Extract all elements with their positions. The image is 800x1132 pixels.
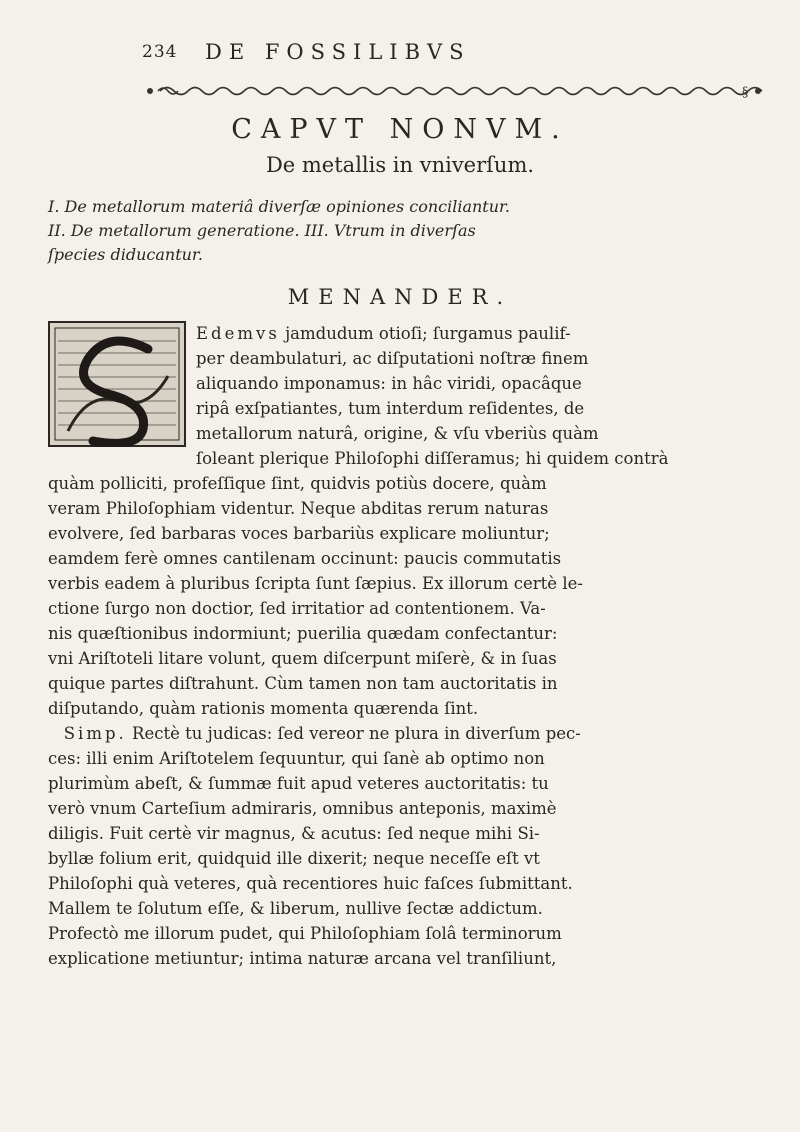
text-line: ctione ſurgo non doctior, ſed irritatior ad contentionem. Va- xyxy=(48,599,546,618)
chapter-summary xyxy=(48,195,728,267)
text-line: diſputando, quàm rationis momenta quærenda ſint. xyxy=(48,699,479,718)
body-text xyxy=(48,321,728,971)
text-line: plurimùm abeſt, & ſummæ fuit apud veteres auctoritatis: tu xyxy=(48,774,549,793)
text-line: verbis eadem à pluribus ſcripta ſunt ſæpius. Ex illorum certè le- xyxy=(48,574,583,593)
page-number: 234 xyxy=(142,42,178,62)
text-line: metallorum naturâ, origine, & vſu vberiùs quàm xyxy=(196,424,599,443)
summary-line: II. De metallorum generatione. III. Vtrum in diverſas xyxy=(48,221,476,240)
text-line: Philoſophi quà veteres, quà recentiores huic faſces ſubmittant. xyxy=(48,874,573,893)
speaker-heading: MENANDER. xyxy=(287,285,513,309)
text-line: veram Philoſophiam videntur. Neque abditas rerum naturas xyxy=(48,499,549,518)
running-head xyxy=(142,40,740,70)
text-line: aliquando imponamus: in hâc viridi, opacâque xyxy=(196,374,582,393)
ornamental-initial-s-icon xyxy=(48,321,186,447)
summary-line: ſpecies diducantur. xyxy=(48,245,203,264)
text-line: byllæ folium erit, quidquid ille dixerit; neque neceſſe eſt vt xyxy=(48,849,540,868)
text-line: quique partes diſtrahunt. Cùm tamen non tam auctoritatis in xyxy=(48,674,558,693)
text-line: ripâ exſpatiantes, tum interdum reſidentes, de xyxy=(196,399,585,418)
text-line: Simp. Rectè tu judicas: ſed vereor ne plura in diverſum pec- xyxy=(63,724,581,743)
summary-line: I. De metallorum materiâ diverſæ opiniones conciliantur. xyxy=(48,197,511,216)
text-line: vni Ariſtoteli litare volunt, quem diſcerpunt miſerè, & in ſuas xyxy=(48,649,557,668)
text-line: nis quæſtionibus indormiunt; puerilia quædam confectantur: xyxy=(48,624,558,643)
text-line: Edemvs jamdudum otioſi; ſurgamus paulif- xyxy=(196,324,571,343)
speaker-abbrev: Simp. xyxy=(63,724,127,743)
text-line: ces: illi enim Ariſtotelem ſequuntur, qui ſanè ab optimo non xyxy=(48,749,545,768)
text-line: Profectò me illorum pudet, qui Philoſophiam ſolâ terminorum xyxy=(48,924,562,943)
text-line: explicatione metiuntur; intima naturæ arcana vel tranſiliunt, xyxy=(48,949,557,968)
text-line: Mallem te ſolutum eſſe, & liberum, nullive ſectæ addictum. xyxy=(48,899,543,918)
ornament-band-icon xyxy=(144,84,764,98)
text-line: diligis. Fuit certè vir magnus, & acutus: ſed neque mihi Si- xyxy=(48,824,540,843)
text-line: verò vnum Carteſium admiraris, omnibus anteponis, maximè xyxy=(48,799,557,818)
svg-text:§: § xyxy=(742,85,749,98)
text-line: quàm polliciti, profeſſique ſint, quidvis potiùs docere, quàm xyxy=(48,474,547,493)
chapter-title: CAPVT NONVM. xyxy=(231,114,569,145)
text-line: evolvere, ſed barbaras voces barbariùs explicare moliuntur; xyxy=(48,524,550,543)
running-title: DE FOSSILIBVS xyxy=(205,40,471,64)
chapter-subtitle: De metallis in vniverſum. xyxy=(265,153,535,177)
speaker-start: Edemvs xyxy=(196,324,280,343)
text-line: ſoleant plerique Philoſophi diſſeramus; hi quidem contrà xyxy=(196,449,669,468)
text-line: eamdem ferè omnes cantilenam occinunt: paucis commutatis xyxy=(48,549,562,568)
text-line: per deambulaturi, ac diſputationi noſtræ finem xyxy=(196,349,589,368)
